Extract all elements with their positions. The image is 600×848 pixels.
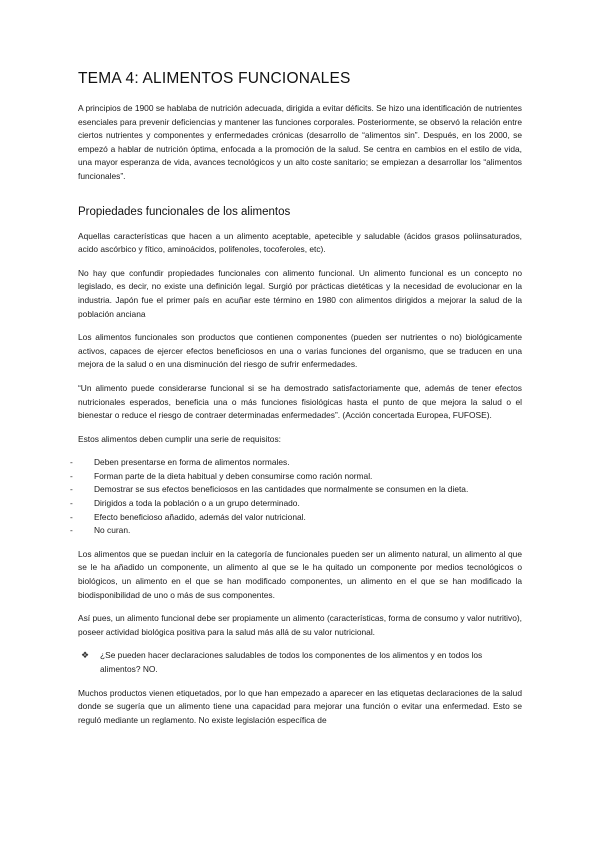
list-item: - Demostrar se sus efectos beneficiosos en las cantidades que normalmente se consumen en la dieta.	[78, 483, 522, 497]
list-item: - Deben presentarse en forma de alimentos normales.	[78, 456, 522, 470]
paragraph: Aquellas características que hacen a un alimento aceptable, apetecible y saludable (ácidos grasos poliinsaturados, acido ascórbico y fítico, aminoácidos, polifenoles, tocoferoles, etc).	[78, 230, 522, 255]
paragraph: Estos alimentos deben cumplir una serie de requisitos:	[78, 433, 281, 444]
paragraph: Los alimentos que se puedan incluir en la categoría de funcionales pueden ser un alimento natural, un alimento al que se le ha añadido un componente, un alimento al que se le ha quitado un componente por medios tecnológicos o biológicos, un alimento en el que se han modificado componentes, un alimento en el que se han modificado la biodisponibilidad de uno o más de sus componentes.	[78, 548, 522, 600]
dash-bullet: -	[70, 484, 73, 495]
intro-paragraph: A principios de 1900 se hablaba de nutrición adecuada, dirigida a evitar déficits. Se hizo una identificación de nutrientes esenciales para prevenir deficiencias y mantener las funciones corporales. Posteriormente, se observó la relación entre ciertos nutrientes y componentes y enfermedades crónicas (desarrollo de “alimentos sin”. Después, en los 2000, se empezó a hablar de nutrición óptima, enfocada a la promoción de la salud. Se centra en cambios en el estilo de vida, una mayor esperanza de vida, avances tecnológicos y un alto coste sanitario; se empiezan a desarrollar los “alimentos funcionales”.	[78, 103, 522, 181]
page-title: TEMA 4: ALIMENTOS FUNCIONALES	[78, 70, 351, 87]
paragraph: Así pues, un alimento funcional debe ser propiamente un alimento (características, forma de consumo y valor nutritivo), poseer actividad biológica positiva para la salud más allá de su valor nutricional.	[78, 613, 522, 637]
list-item: - Forman parte de la dieta habitual y deben consumirse como ración normal.	[78, 470, 522, 484]
paragraph: Muchos productos vienen etiquetados, por lo que han empezado a aparecer en las etiquetas declaraciones de la salud donde se sugería que un alimento tiene una capacidad para mejorar una función o evitar una enfermedad. Esto se reguló mediante un reglamento. No existe legislación específica de	[78, 687, 522, 725]
quote-paragraph: “Un alimento puede considerarse funcional si se ha demostrado satisfactoriamente que, además de tener efectos nutricionales esperados, beneficia una o más funciones fisiológicas hasta el punto de que mejora la salud o el bienestar o reduce el riesgo de contraer determinadas enfermedades”. (Acción concertada Europea, FUFOSE).	[78, 382, 522, 421]
section-heading: Propiedades funcionales de los alimentos	[78, 205, 291, 218]
diamond-bullet-icon: ❖	[81, 650, 90, 661]
paragraph: Los alimentos funcionales son productos que contienen componentes (pueden ser nutrientes o no) biológicamente activos, capaces de ejercer efectos beneficiosos en una o varias funciones del organismo, que se traducen en una mejora de la salud o en una disminución del riesgo de sufrir enfermedades.	[78, 332, 522, 370]
paragraph: No hay que confundir propiedades funcionales con alimento funcional. Un alimento funcional es un concepto no legislado, es decir, no existe una definición legal. Surgió por prácticas dietéticas y la necesidad de evolucionar en la industria. Japón fue el primer país en acuñar este término en 1980 con alimentos dirigidos a mejorar la salud de la población anciana	[78, 267, 522, 319]
list-item: - Dirigidos a toda la población o a un grupo determinado.	[78, 497, 522, 511]
list-item: - Efecto beneficioso añadido, además del valor nutricional.	[78, 511, 522, 525]
dash-bullet: -	[70, 457, 73, 468]
dash-bullet: -	[70, 470, 73, 481]
dash-bullet: -	[70, 511, 73, 522]
question-text: ¿Se pueden hacer declaraciones saludables de todos los componentes de los alimentos y en todos los alimentos? NO.	[100, 650, 483, 674]
list-item: - No curan.	[78, 524, 522, 538]
requirements-list	[70, 456, 522, 538]
dash-bullet: -	[70, 498, 73, 509]
dash-bullet: -	[70, 525, 73, 536]
question-item	[78, 649, 522, 676]
